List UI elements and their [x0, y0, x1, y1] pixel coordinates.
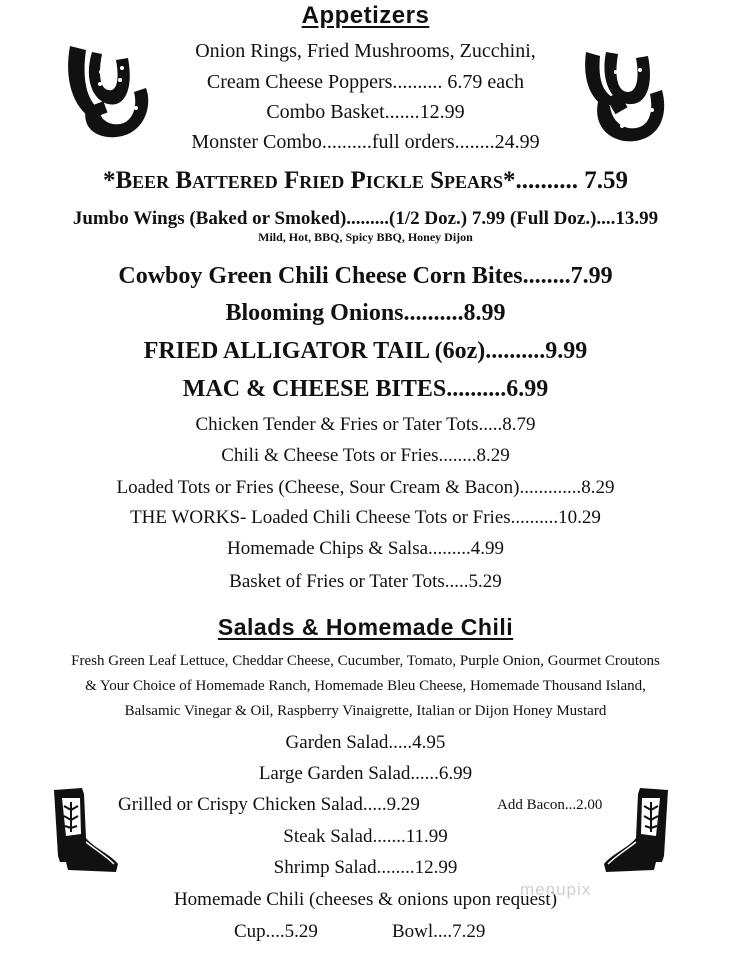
- alligator-tail-item: FRIED ALLIGATOR TAIL (6oz)..........9.99: [143, 338, 588, 364]
- menu-item: THE WORKS- Loaded Chili Cheese Tots or Fries..........10.29: [130, 507, 601, 528]
- chicken-salad-item: Grilled or Crispy Chicken Salad.....9.29: [118, 794, 420, 815]
- menu-item: Chili & Cheese Tots or Fries........8.29: [221, 445, 510, 466]
- menu-item: Homemade Chips & Salsa.........4.99: [226, 538, 505, 559]
- shrimp-salad-item: Shrimp Salad........12.99: [273, 857, 458, 878]
- salad-description: Balsamic Vinegar & Oil, Raspberry Vinaigrette, Italian or Dijon Honey Mustard: [124, 703, 607, 719]
- pickle-spears-item: *Beer Battered Fried Pickle Spears*.......... 7.59: [102, 167, 629, 194]
- appetizers-heading: Appetizers: [301, 2, 430, 29]
- salad-description: Fresh Green Leaf Lettuce, Cheddar Cheese, Cucumber, Tomato, Purple Onion, Gourmet Croutons: [71, 653, 660, 669]
- menu-line: Onion Rings, Fried Mushrooms, Zucchini,: [195, 40, 536, 62]
- menu-line: Monster Combo..........full orders........24.99: [191, 131, 540, 153]
- wing-sauces: Mild, Hot, BBQ, Spicy BBQ, Honey Dijon: [258, 230, 473, 244]
- salads-heading: Salads & Homemade Chili: [217, 614, 514, 640]
- chili-bowl-price: Bowl....7.29: [392, 921, 486, 942]
- large-garden-salad-item: Large Garden Salad......6.99: [258, 763, 473, 784]
- blooming-onions-item: Blooming Onions..........8.99: [225, 300, 506, 326]
- homemade-chili-item: Homemade Chili (cheeses & onions upon request): [173, 889, 558, 910]
- steak-salad-item: Steak Salad.......11.99: [283, 826, 448, 847]
- corn-bites-item: Cowboy Green Chili Cheese Corn Bites........7.99: [118, 263, 613, 289]
- mac-cheese-bites-item: MAC & CHEESE BITES..........6.99: [182, 376, 549, 402]
- salad-description: & Your Choice of Homemade Ranch, Homemade Bleu Cheese, Homemade Thousand Island,: [85, 678, 646, 694]
- menu-line: Cream Cheese Poppers.......... 6.79 each: [206, 71, 525, 93]
- menu-item: Basket of Fries or Tater Tots.....5.29: [229, 571, 502, 592]
- menu-line: Combo Basket.......12.99: [266, 101, 465, 123]
- watermark: menupix: [520, 880, 592, 899]
- chili-cup-price: Cup....5.29: [234, 921, 318, 942]
- garden-salad-item: Garden Salad.....4.95: [285, 732, 446, 753]
- add-bacon-option: Add Bacon...2.00: [497, 797, 603, 813]
- jumbo-wings-item: Jumbo Wings (Baked or Smoked).........(1/2 Doz.) 7.99 (Full Doz.)....13.99: [72, 208, 659, 229]
- menu-item: Loaded Tots or Fries (Cheese, Sour Cream & Bacon).............8.29: [116, 477, 615, 498]
- menu-item: Chicken Tender & Fries or Tater Tots.....8.79: [195, 414, 536, 435]
